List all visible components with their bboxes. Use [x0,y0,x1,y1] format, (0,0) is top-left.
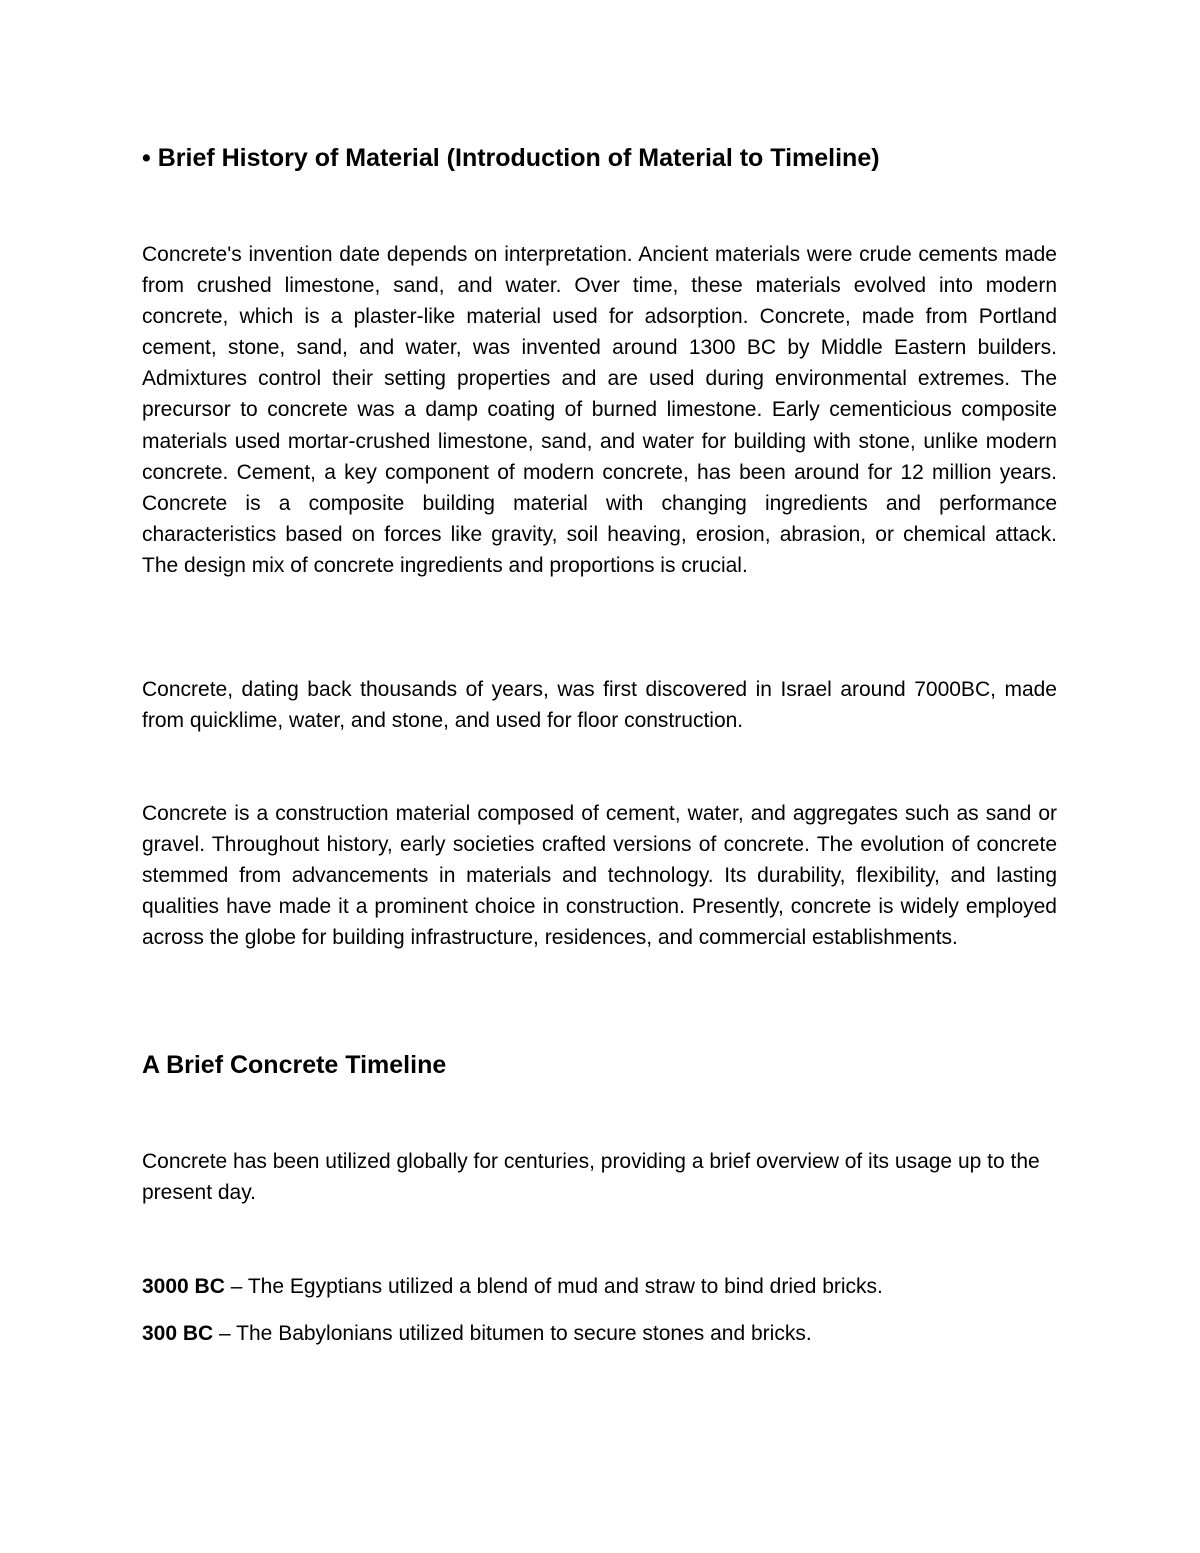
section-heading-text: Brief History of Material (Introduction of Material to Timeline) [157,144,880,172]
paragraph-invention: Concrete's invention date depends on interpretation. Ancient materials were crude cements made from crushed limestone, sand, and water. Over time, these materials evolved into modern concrete, which is a plaster-like material used for adsorption. Concrete, made from Portland cement, stone, sand, and water, was invented around 1300 BC by Middle Eastern builders. Admixtures control their setting properties and are used during environmental extremes. The precursor to concrete was a damp coating of burned limestone. Early cementicious composite materials used mortar-crushed limestone, sand, and water for building with stone, unlike modern concrete. Cement, a key component of modern concrete, has been around for 12 million years. Concrete is a composite building material with changing ingredients and performance characteristics based on forces like gravity, soil heaving, erosion, abrasion, or chemical attack. The design mix of concrete ingredients and proportions is crucial. [142,243,1057,577]
timeline-title: A Brief Concrete Timeline [142,1051,447,1079]
timeline-entry [142,1318,1057,1349]
paragraph-israel: Concrete, dating back thousands of years, was first discovered in Israel around 7000BC, made from quicklime, water, and stone, and used for floor construction. [142,678,1057,733]
timeline-year: 3000 BC [142,1275,225,1298]
paragraph-composition: Concrete is a construction material composed of cement, water, and aggregates such as sand or gravel. Throughout history, early societies crafted versions of concrete. The evolution of concrete stemmed from advancements in materials and technology. Its durability, flexibility, and lasting qualities have made it a prominent choice in construction. Presently, concrete is widely employed across the globe for building infrastructure, residences, and commercial establishments. [142,802,1057,950]
timeline-year: 300 BC [142,1322,214,1345]
bullet-glyph: • [142,144,151,172]
timeline-separator: – [224,1275,248,1298]
timeline-intro: Concrete has been utilized globally for centuries, providing a brief overview of its usage up to the present day. [142,1150,1040,1205]
timeline-text: The Egyptians utilized a blend of mud and straw to bind dried bricks. [247,1275,883,1298]
timeline-entry [142,1271,1057,1302]
timeline-text: The Babylonians utilized bitumen to secure stones and bricks. [236,1322,812,1345]
timeline-separator: – [213,1322,237,1345]
section-heading [142,140,1057,176]
